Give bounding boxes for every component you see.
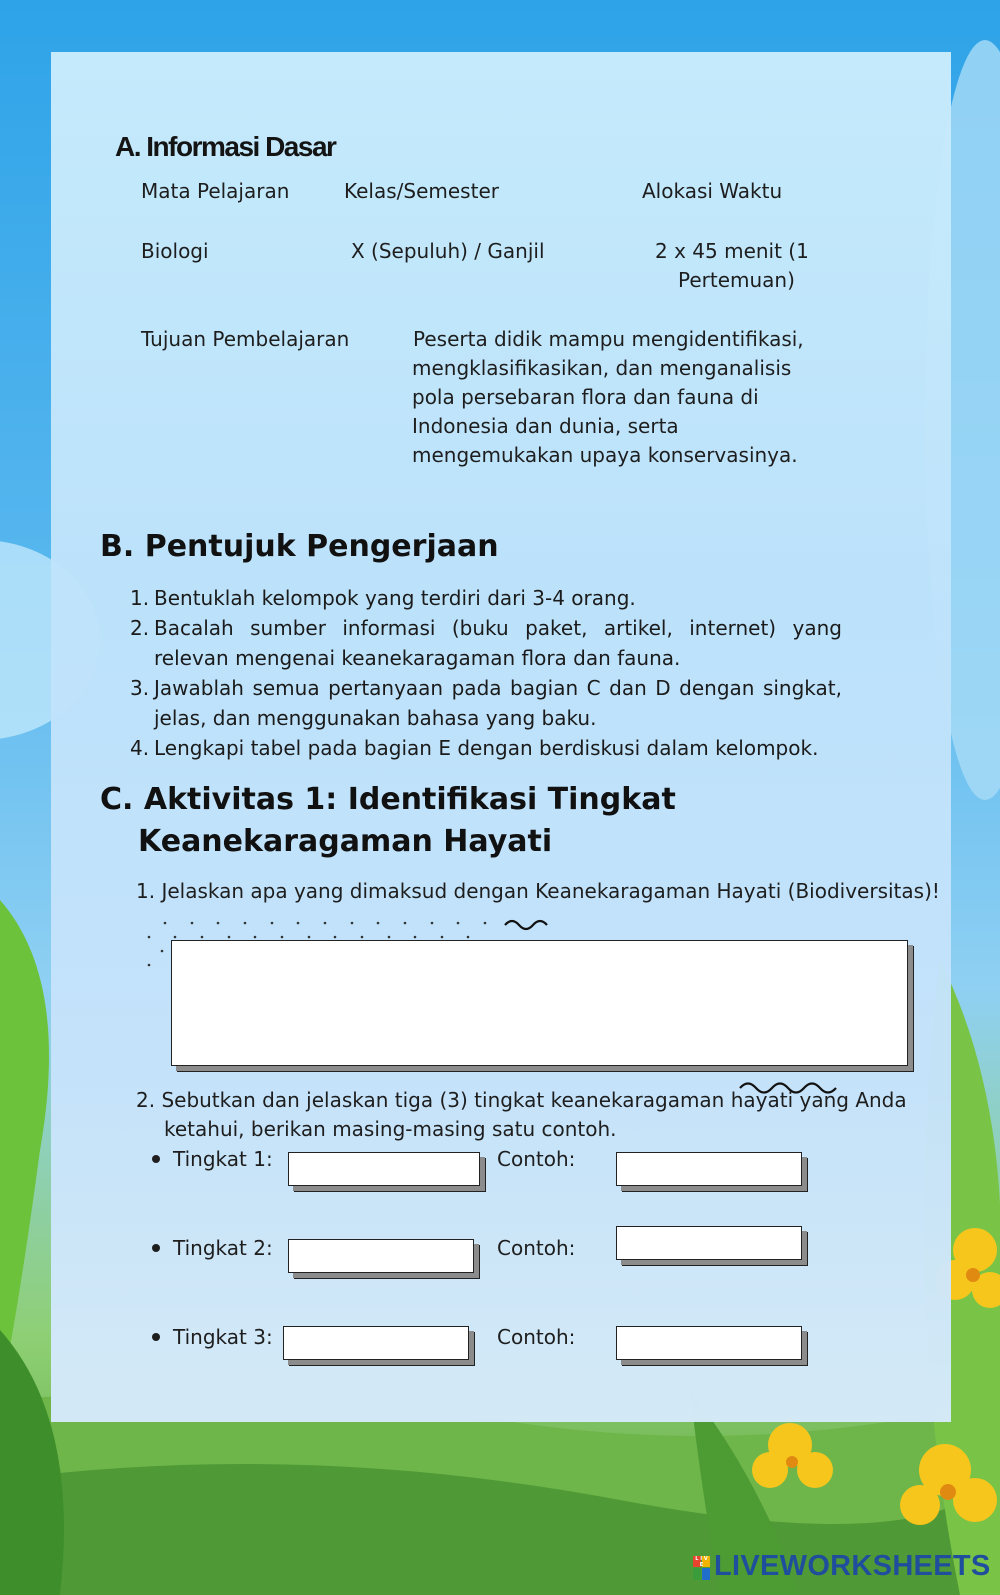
label-subject: Mata Pelajaran	[141, 179, 290, 203]
level-3-example-label: Contoh:	[497, 1325, 576, 1349]
question-2-line2: ketahui, berikan masing-masing satu contoh.	[164, 1117, 617, 1141]
instruction-item: 1. Bentuklah kelompok yang terdiri dari 3-4 orang.	[130, 586, 636, 610]
bullet	[152, 1333, 160, 1341]
level-2-answer[interactable]	[288, 1239, 474, 1273]
level-1-label: Tingkat 1:	[173, 1147, 273, 1171]
goal-line: Indonesia dan dunia, serta	[412, 414, 679, 438]
label-class-semester: Kelas/Semester	[344, 179, 499, 203]
level-3-label: Tingkat 3:	[173, 1325, 273, 1349]
section-c-title-line1: C. Aktivitas 1: Identifikasi Tingkat	[100, 782, 676, 817]
level-1-example-label: Contoh:	[497, 1147, 576, 1171]
level-2-example-label: Contoh:	[497, 1236, 576, 1260]
level-2-label: Tingkat 2:	[173, 1236, 273, 1260]
section-a-title: A. Informasi Dasar	[115, 131, 336, 162]
goal-line: mengemukakan upaya konservasinya.	[412, 443, 798, 467]
question-2-line1: 2. Sebutkan dan jelaskan tiga (3) tingkat keanekaragaman hayati yang Anda	[136, 1088, 907, 1112]
question-1: 1. Jelaskan apa yang dimaksud dengan Keanekaragaman Hayati (Biodiversitas)!	[136, 879, 940, 903]
logo-mark-letters: L I V E	[695, 1556, 708, 1568]
value-subject: Biologi	[141, 239, 209, 263]
goal-line: mengklasifikasikan, dan menganalisis	[412, 356, 792, 380]
goal-line: Peserta didik mampu mengidentifikasi,	[413, 327, 804, 351]
instruction-item: 3. Jawablah semua pertanyaan pada bagian C dan D dengan singkat, jelas, dan menggunakan bahasa yang baku.	[130, 676, 842, 730]
bullet	[152, 1244, 160, 1252]
bullet	[152, 1155, 160, 1163]
instruction-list	[130, 583, 842, 763]
label-time-allocation: Alokasi Waktu	[642, 179, 783, 203]
section-c-title-line2: Keanekaragaman Hayati	[138, 824, 553, 859]
section-b-title: B. Pentujuk Pengerjaan	[100, 529, 499, 564]
level-3-answer[interactable]	[283, 1326, 469, 1360]
value-time-line1: 2 x 45 menit (1	[655, 239, 809, 263]
answer-box-q1[interactable]	[171, 940, 908, 1066]
instruction-item: 4. Lengkapi tabel pada bagian E dengan berdiskusi dalam kelompok.	[130, 736, 819, 760]
label-learning-goal: Tujuan Pembelajaran	[141, 327, 350, 351]
liveworksheets-brand[interactable]: LIVEWORKSHEETS	[714, 1550, 991, 1582]
value-time-line2: Pertemuan)	[678, 268, 795, 292]
value-class-semester: X (Sepuluh) / Ganjil	[351, 239, 545, 263]
level-2-example-answer[interactable]	[616, 1226, 802, 1260]
level-1-example-answer[interactable]	[616, 1152, 802, 1186]
instruction-item: 2. Bacalah sumber informasi (buku paket, artikel, internet) yang relevan mengenai keanekaragaman flora dan fauna.	[130, 616, 842, 670]
goal-line: pola persebaran flora dan fauna di	[412, 385, 759, 409]
level-3-example-answer[interactable]	[616, 1326, 802, 1360]
level-1-answer[interactable]	[288, 1152, 480, 1186]
